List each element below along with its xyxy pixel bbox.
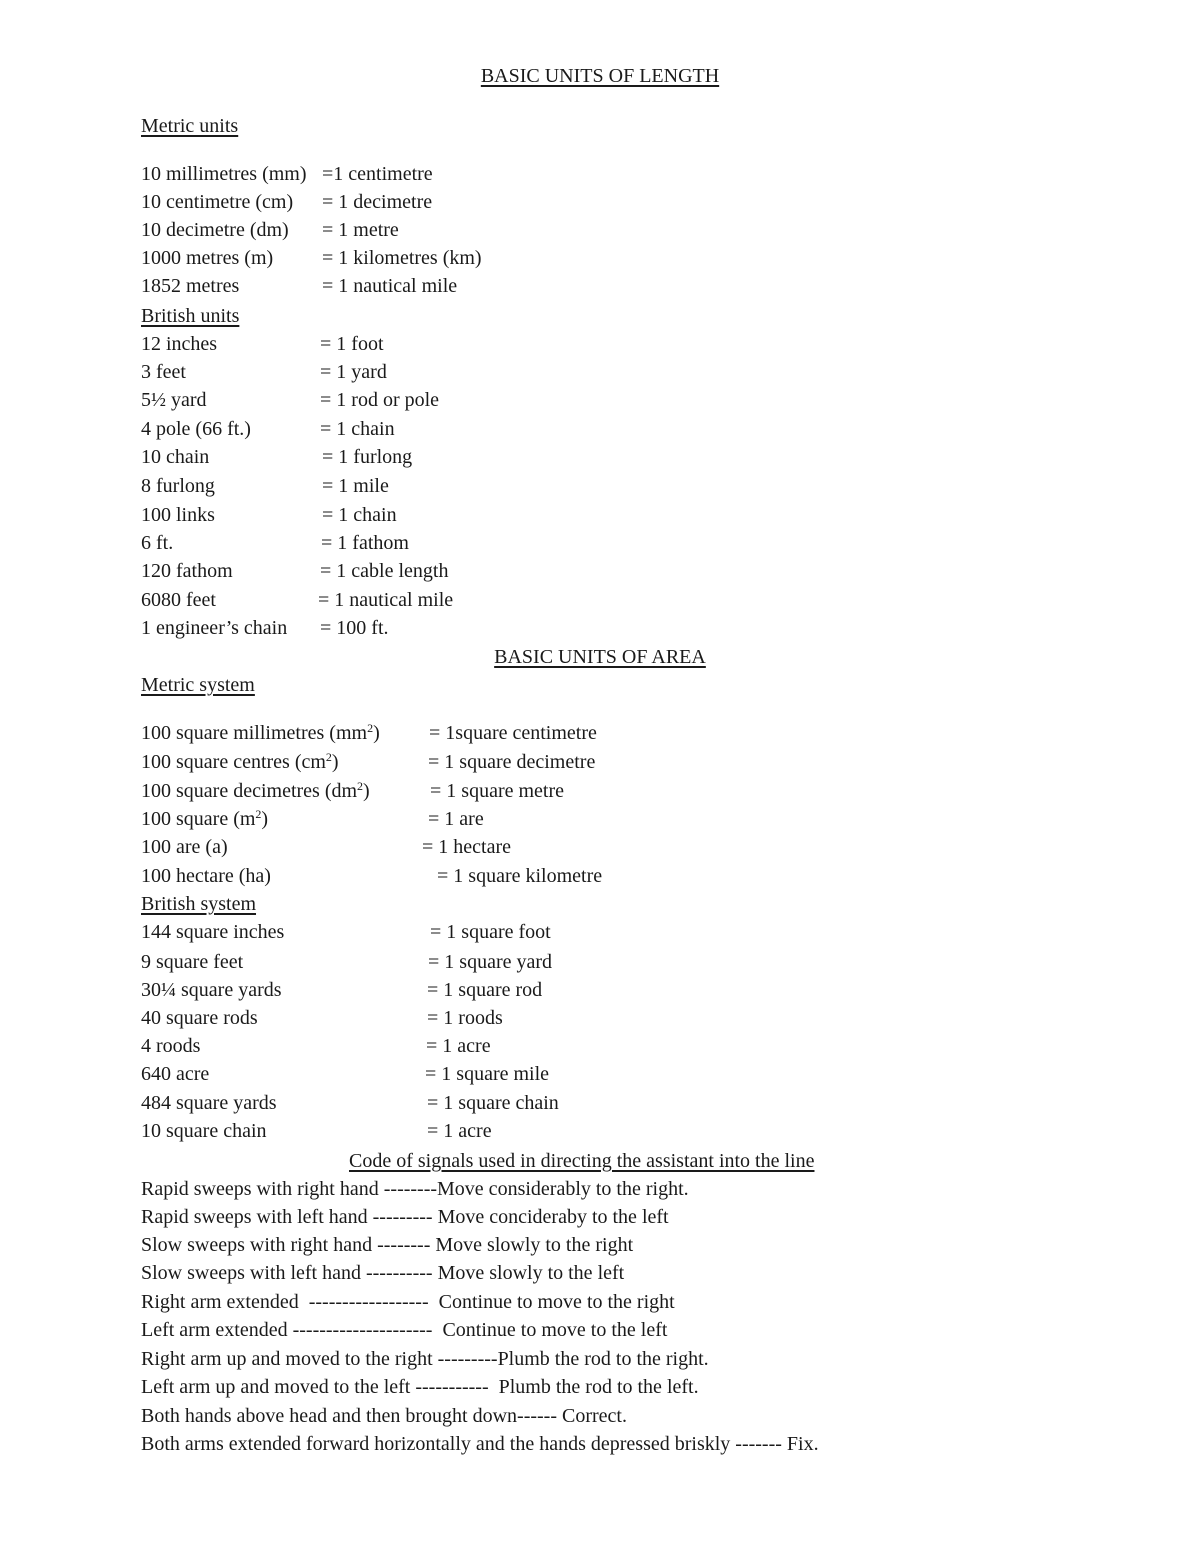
length-title: BASIC UNITS OF LENGTH — [480, 65, 720, 87]
metric-system-heading: Metric system — [141, 674, 255, 696]
row-right: = 1 decimetre — [322, 191, 433, 213]
row-right: = 1 acre — [427, 1120, 492, 1142]
row-left: 100 square decimetres $(dm^2)$ — [141, 779, 370, 802]
row-left: 100 links — [141, 504, 215, 526]
row-left: 12 inches — [141, 333, 218, 355]
row-left: 30¼ square yards — [141, 979, 282, 1001]
list-item: Left arm extended --------------------- Continue to move to the left — [141, 1319, 668, 1341]
row-left: 6 ft. — [141, 532, 174, 554]
row-right: = 1 acre — [426, 1035, 491, 1057]
row-left: 100 are (a) — [141, 836, 228, 858]
row-right: = 1 square kilometre — [437, 865, 603, 887]
row-right: = 1 rod or pole — [320, 389, 440, 411]
row-left: 4 pole (66 ft.) — [141, 418, 251, 440]
british-units-heading: British units — [141, 305, 240, 327]
row-left: 10 chain — [141, 446, 210, 468]
row-right: = 1 square foot — [430, 921, 551, 943]
row-left: 120 fathom — [141, 560, 233, 582]
row-right: = 1 square decimetre — [428, 751, 596, 773]
row-left: 100 hectare (ha) — [141, 865, 271, 887]
list-item: Both hands above head and then brought down------ Correct. — [141, 1405, 627, 1427]
row-left: 1000 metres (m) — [141, 247, 274, 269]
row-left: 484 square yards — [141, 1092, 277, 1114]
list-item: Right arm extended ------------------ Continue to move to the right — [141, 1291, 675, 1313]
row-left: 144 square inches — [141, 921, 285, 943]
row-right: = 1 square metre — [430, 780, 565, 802]
row-right: = 1 chain — [322, 504, 397, 526]
row-left: 1 engineer’s chain — [141, 617, 288, 639]
row-left: 4 roods — [141, 1035, 201, 1057]
row-left: 3 feet — [141, 361, 186, 383]
row-left: 100 square millimetres $(mm^2)$ — [141, 721, 380, 744]
row-left: 100 square $(m^2)$ — [141, 807, 269, 830]
row-left: 40 square rods — [141, 1007, 258, 1029]
row-right: = 1 roods — [427, 1007, 503, 1029]
british-system-heading: British system — [141, 893, 257, 915]
row-left: 5½ yard — [141, 389, 207, 411]
row-right: = 1 square rod — [427, 979, 543, 1001]
row-left: 10 millimetres (mm) — [141, 163, 307, 185]
area-title: BASIC UNITS OF AREA — [494, 646, 706, 668]
row-right: = 1 cable length — [320, 560, 449, 582]
row-right: = 1 square mile — [425, 1063, 550, 1085]
row-left: 10 square chain — [141, 1120, 267, 1142]
row-right: = 1 square chain — [427, 1092, 559, 1114]
list-item: Slow sweeps with right hand -------- Move slowly to the right — [141, 1234, 634, 1256]
row-right: = 1 nautical mile — [318, 589, 454, 611]
row-left: 10 decimetre (dm) — [141, 219, 289, 241]
row-left: 100 square centres $(cm^2)$ — [141, 750, 339, 773]
row-right: = 1 kilometres (km) — [322, 247, 482, 269]
row-right: = 1 are — [428, 808, 484, 830]
row-right: = 1 yard — [320, 361, 387, 383]
row-right: = 1 metre — [322, 219, 399, 241]
list-item: Both arms extended forward horizontally and the hands depressed briskly ------- Fix. — [141, 1433, 819, 1455]
row-left: 640 acre — [141, 1063, 210, 1085]
row-left: 9 square feet — [141, 951, 244, 973]
row-right: = 1square centimetre — [429, 722, 597, 744]
row-right: = 100 ft. — [320, 617, 389, 639]
row-left: 8 furlong — [141, 475, 215, 497]
row-right: = 1 chain — [320, 418, 395, 440]
list-item: Rapid sweeps with right hand --------Move considerably to the right. — [141, 1178, 689, 1200]
row-right: = 1 square yard — [428, 951, 553, 973]
signals-title: Code of signals used in directing the assistant into the line — [349, 1150, 815, 1172]
row-right: = 1 fathom — [321, 532, 409, 554]
row-right: = 1 mile — [322, 475, 389, 497]
row-left: 1852 metres — [141, 275, 240, 297]
list-item: Right arm up and moved to the right ---------Plumb the rod to the right. — [141, 1348, 709, 1370]
row-right: = 1 nautical mile — [322, 275, 458, 297]
row-right: =1 centimetre — [322, 163, 433, 185]
row-right: = 1 hectare — [422, 836, 512, 858]
list-item: Left arm up and moved to the left ----------- Plumb the rod to the left. — [141, 1376, 699, 1398]
row-right: = 1 furlong — [322, 446, 413, 468]
list-item: Slow sweeps with left hand ---------- Move slowly to the left — [141, 1262, 625, 1284]
row-right: = 1 foot — [320, 333, 384, 355]
list-item: Rapid sweeps with left hand --------- Move concideraby to the left — [141, 1206, 669, 1228]
metric-units-heading: Metric units — [141, 115, 239, 137]
row-left: 6080 feet — [141, 589, 216, 611]
row-left: 10 centimetre (cm) — [141, 191, 294, 213]
